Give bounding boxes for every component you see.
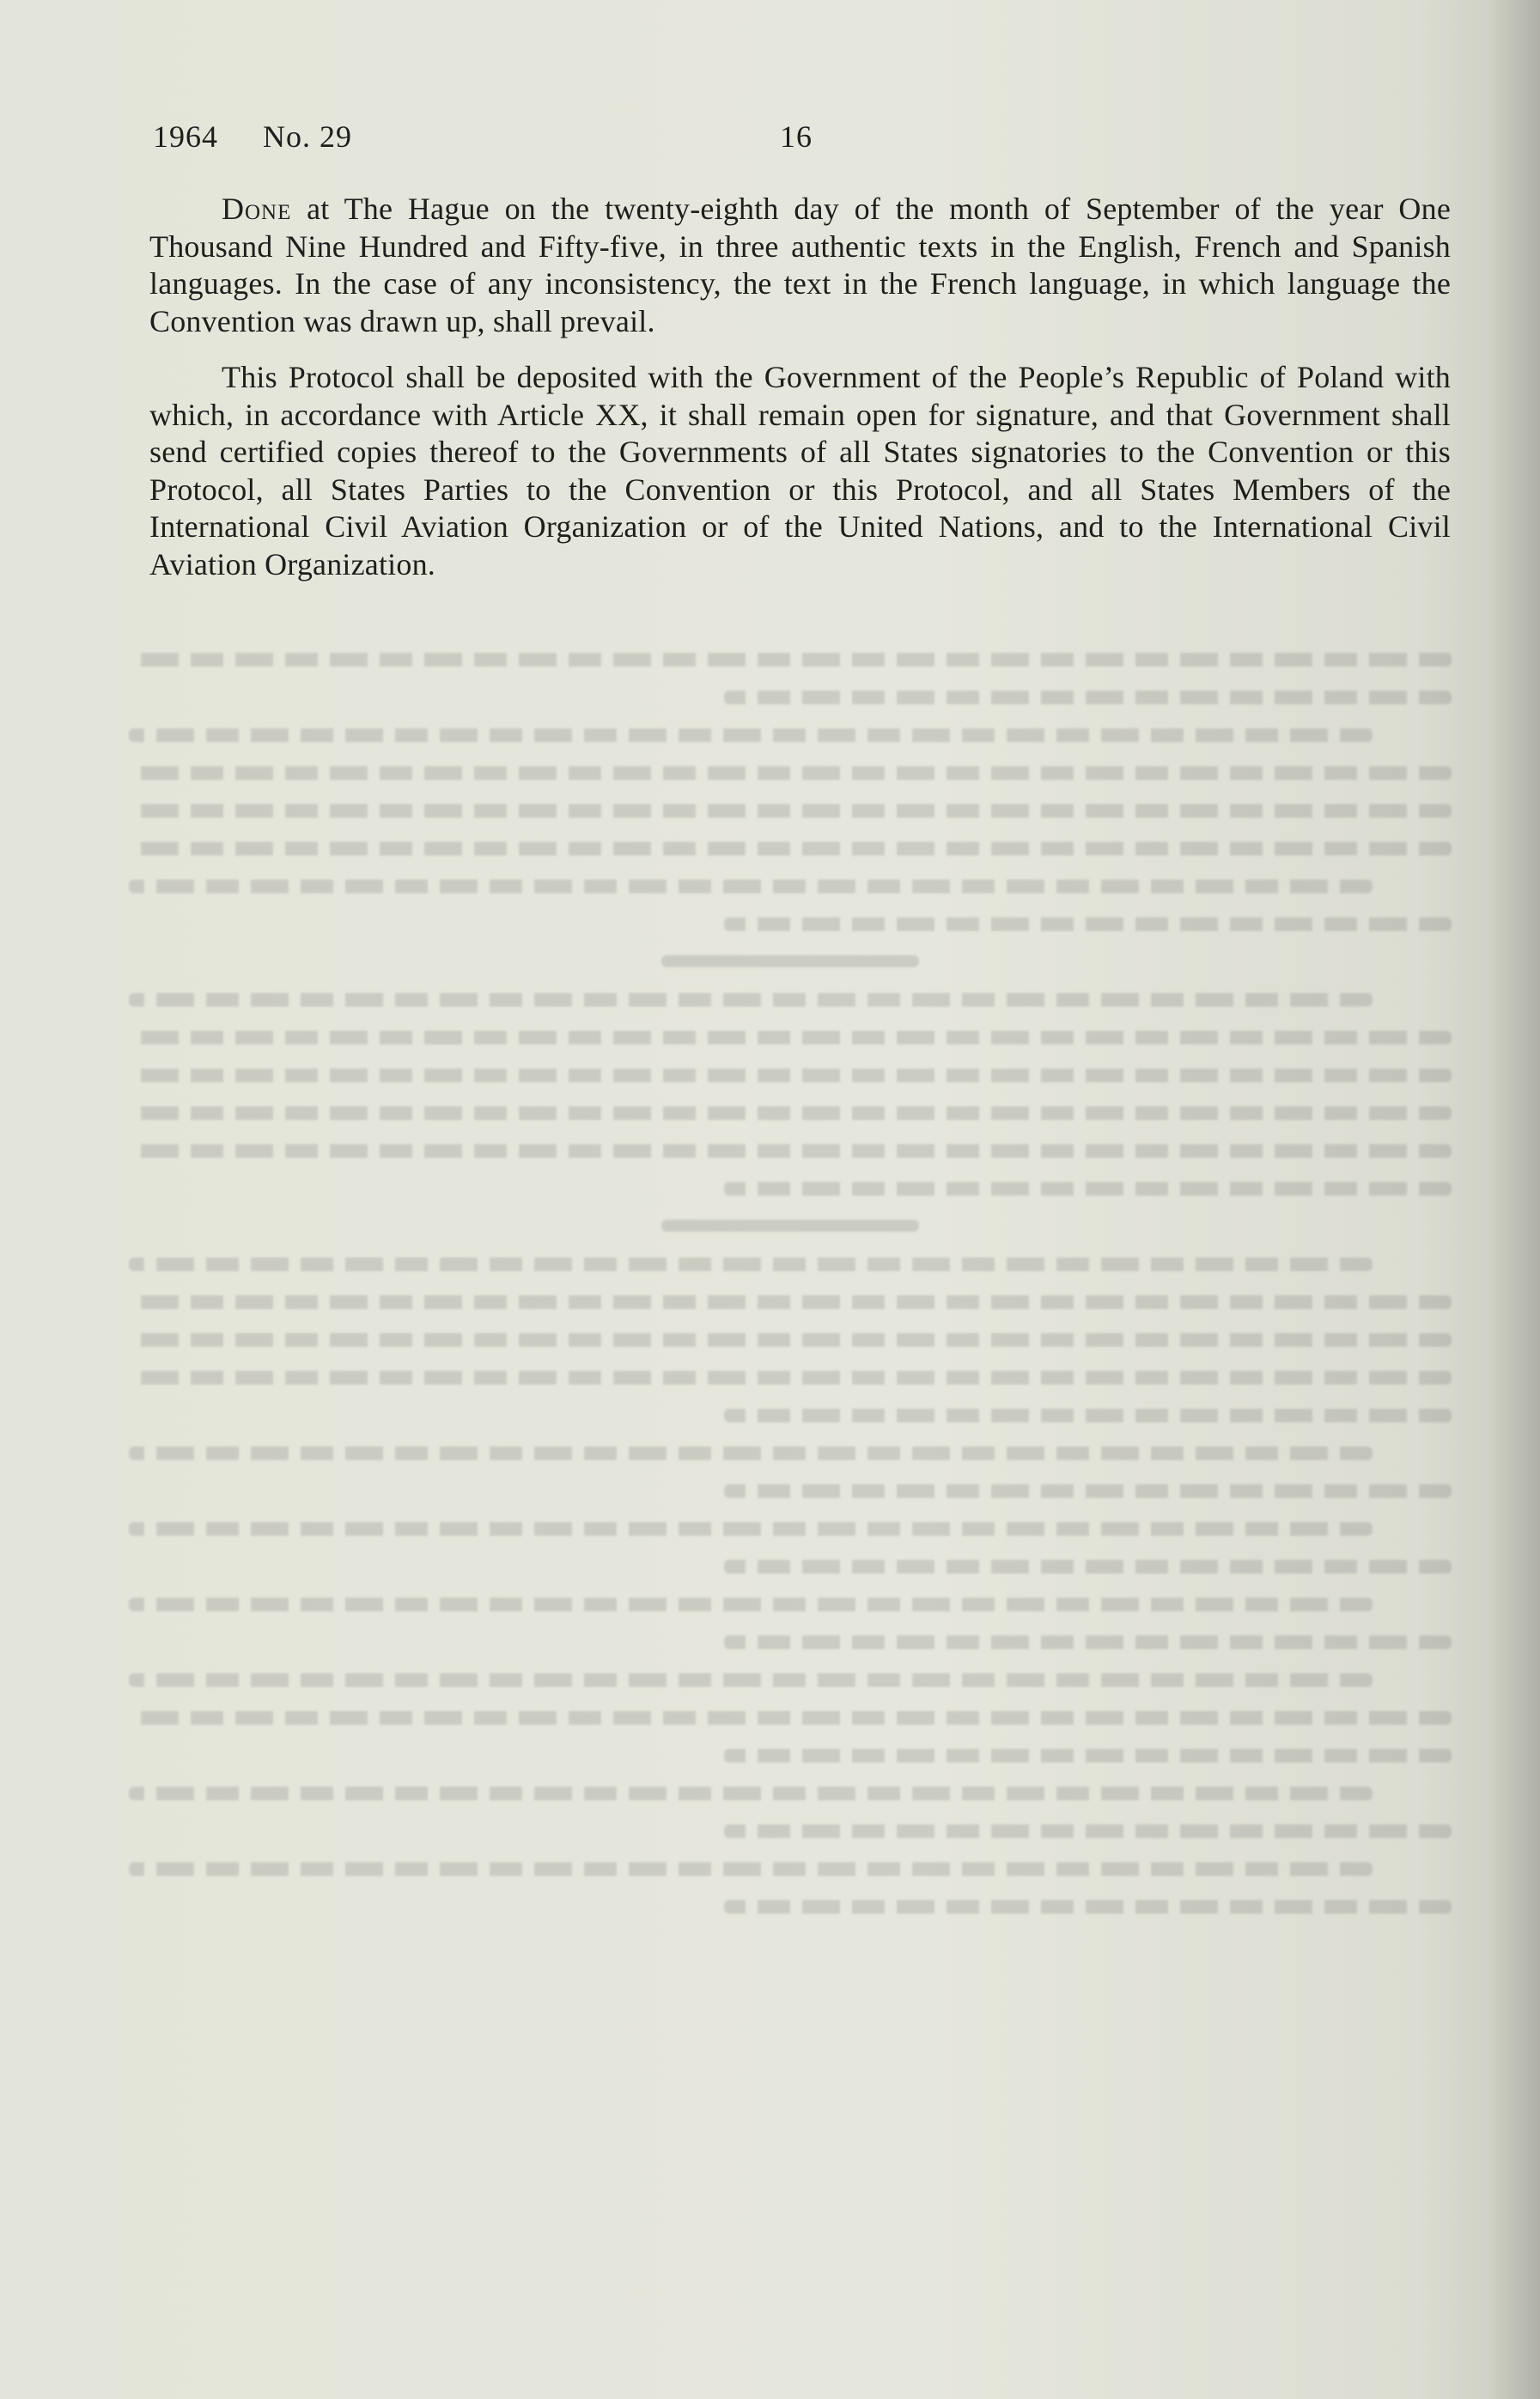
page-edge-shadow (1488, 0, 1540, 2399)
header-year: 1964 (153, 119, 218, 154)
paragraph-done-at (149, 191, 1451, 340)
body-text (149, 191, 1451, 602)
paragraph-text: at The Hague on the twenty-eighth day of the month of September of the year One Thousand Nine Hundred and Fifty-five, in three authentic texts in the English, French and Spanish languages. In the case of any inconsistency, the text in the French language, in which language the Convention was drawn up, shall prevail. (149, 192, 1451, 338)
paragraph-text: This Protocol shall be deposited with the Government of the People’s Republic of Poland with which, in accordance with Article XX, it shall remain open for signature, and that Government shall send certified copies thereof to the Governments of all States signatories to the Convention or this Protocol, all States Parties to the Convention or this Protocol, and all States Members of the International Civil Aviation Organization or of the United Nations, and to the International Civil Aviation Organization. (149, 360, 1451, 581)
reverse-side-bleed-through (129, 653, 1452, 2285)
paragraph-deposit (149, 359, 1451, 583)
header-document-number: No. 29 (263, 119, 352, 154)
page-number: 16 (780, 119, 813, 154)
paragraph-lead-word: Done (222, 192, 292, 226)
